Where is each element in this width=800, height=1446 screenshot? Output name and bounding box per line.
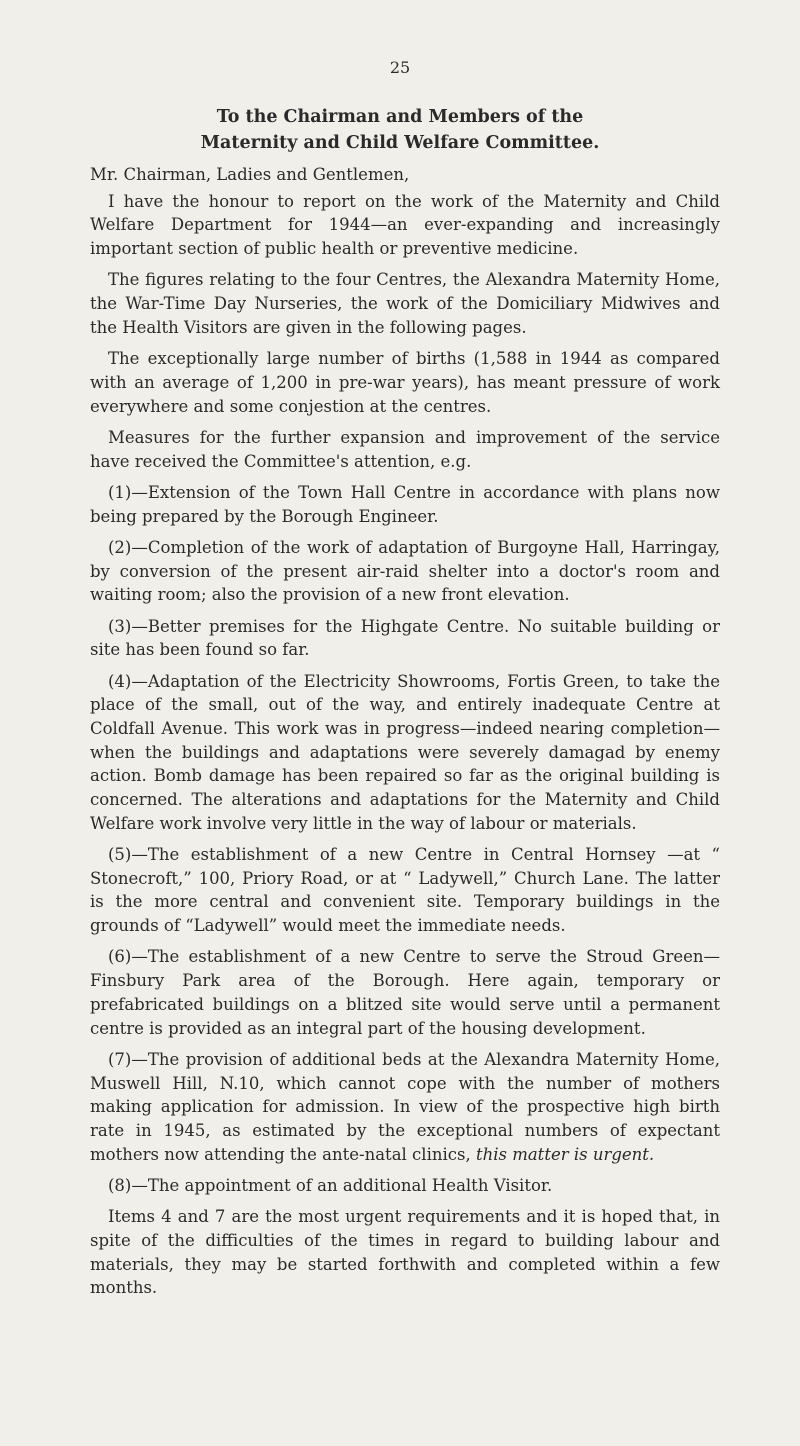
paragraph-births: The exceptionally large number of births (1,588 in 1944 as compared with an average of 1,200 in pre-war years), has meant pressure of work everywhere and some conjestion at the centres. (90, 349, 720, 416)
item-7-text: (7)—The provision of additional beds at the Alexandra Maternity Home, Muswell Hill, N.10, which cannot cope with the number of mothers making application for admission. In view of the prospective high birth rate in 1945, as estimated by the exceptional numbers of expectant mothers now attending the ante-natal clinics, (90, 1049, 720, 1164)
heading-line-1: To the Chairman and Members of the (216, 107, 584, 127)
salutation: Mr. Chairman, Ladies and Gentlemen, (90, 165, 410, 184)
paragraph-conclusion: Items 4 and 7 are the most urgent requirements and it is hoped that, in spite of the difficulties of the times in regard to building labour and materials, they may be started forthwith and completed within a few months. (90, 1207, 720, 1298)
paragraph-item-5: (5)—The establishment of a new Centre in Central Hornsey —at “ Stonecroft,” 100, Priory Road, or at “ Ladywell,” Church Lane. The latter is the more central and convenient site. Temporary buildings in the grounds of “Ladywell” would meet the immediate needs. (90, 845, 720, 936)
paragraph-item-2: (2)—Completion of the work of adaptation of Burgoyne Hall, Harringay, by conversion of the present air-raid shelter into a doctor's room and waiting room; also the provision of a new front elevation. (90, 537, 720, 605)
paragraph-item-4: (4)—Adaptation of the Electricity Showrooms, Fortis Green, to take the place of the small, out of the way, and entirely inadequate Centre at Coldfall Avenue. This work was in progress—indeed nearing completion—when the buildings and adaptations were severely damagad by enemy action. Bomb damage has been repaired so far as the original building is concerned. The alterations and adaptations for the Maternity and Child Welfare work involve very little in the way of labour or materials. (90, 671, 720, 833)
paragraph-intro: I have the honour to report on the work of the Maternity and Child Welfare Department for 1944—an ever-expanding and increasingly important section of public health or preventive medicine. (90, 191, 720, 259)
item-7-emphasis: this matter is urgent. (475, 1144, 655, 1164)
paragraph-item-6: (6)—The establishment of a new Centre to serve the Stroud Green—Finsbury Park area of the Borough. Here again, temporary or prefabricated buildings on a blitzed site would serve until a permanent centre is provided as an integral part of the housing development. (90, 947, 720, 1038)
heading-line-2: Maternity and Child Welfare Committee. (200, 133, 600, 153)
page-number: 25 (389, 58, 411, 77)
paragraph-figures: The figures relating to the four Centres, the Alexandra Maternity Home, the War-Time Day Nurseries, the work of the Domiciliary Midwives and the Health Visitors are given in the following pages. (90, 270, 720, 337)
report-heading (0, 104, 800, 156)
paragraph-item-7 (90, 1048, 720, 1167)
paragraph-measures: Measures for the further expansion and improvement of the service have received the Committee's attention, e.g. (90, 427, 720, 471)
paragraph-item-3: (3)—Better premises for the Highgate Centre. No suitable building or site has been found so far. (90, 616, 720, 660)
report-body (90, 163, 720, 1308)
paragraph-item-1: (1)—Extension of the Town Hall Centre in accordance with plans now being prepared by the Borough Engineer. (90, 482, 720, 526)
paragraph-item-8: (8)—The appointment of an additional Health Visitor. (108, 1175, 553, 1195)
